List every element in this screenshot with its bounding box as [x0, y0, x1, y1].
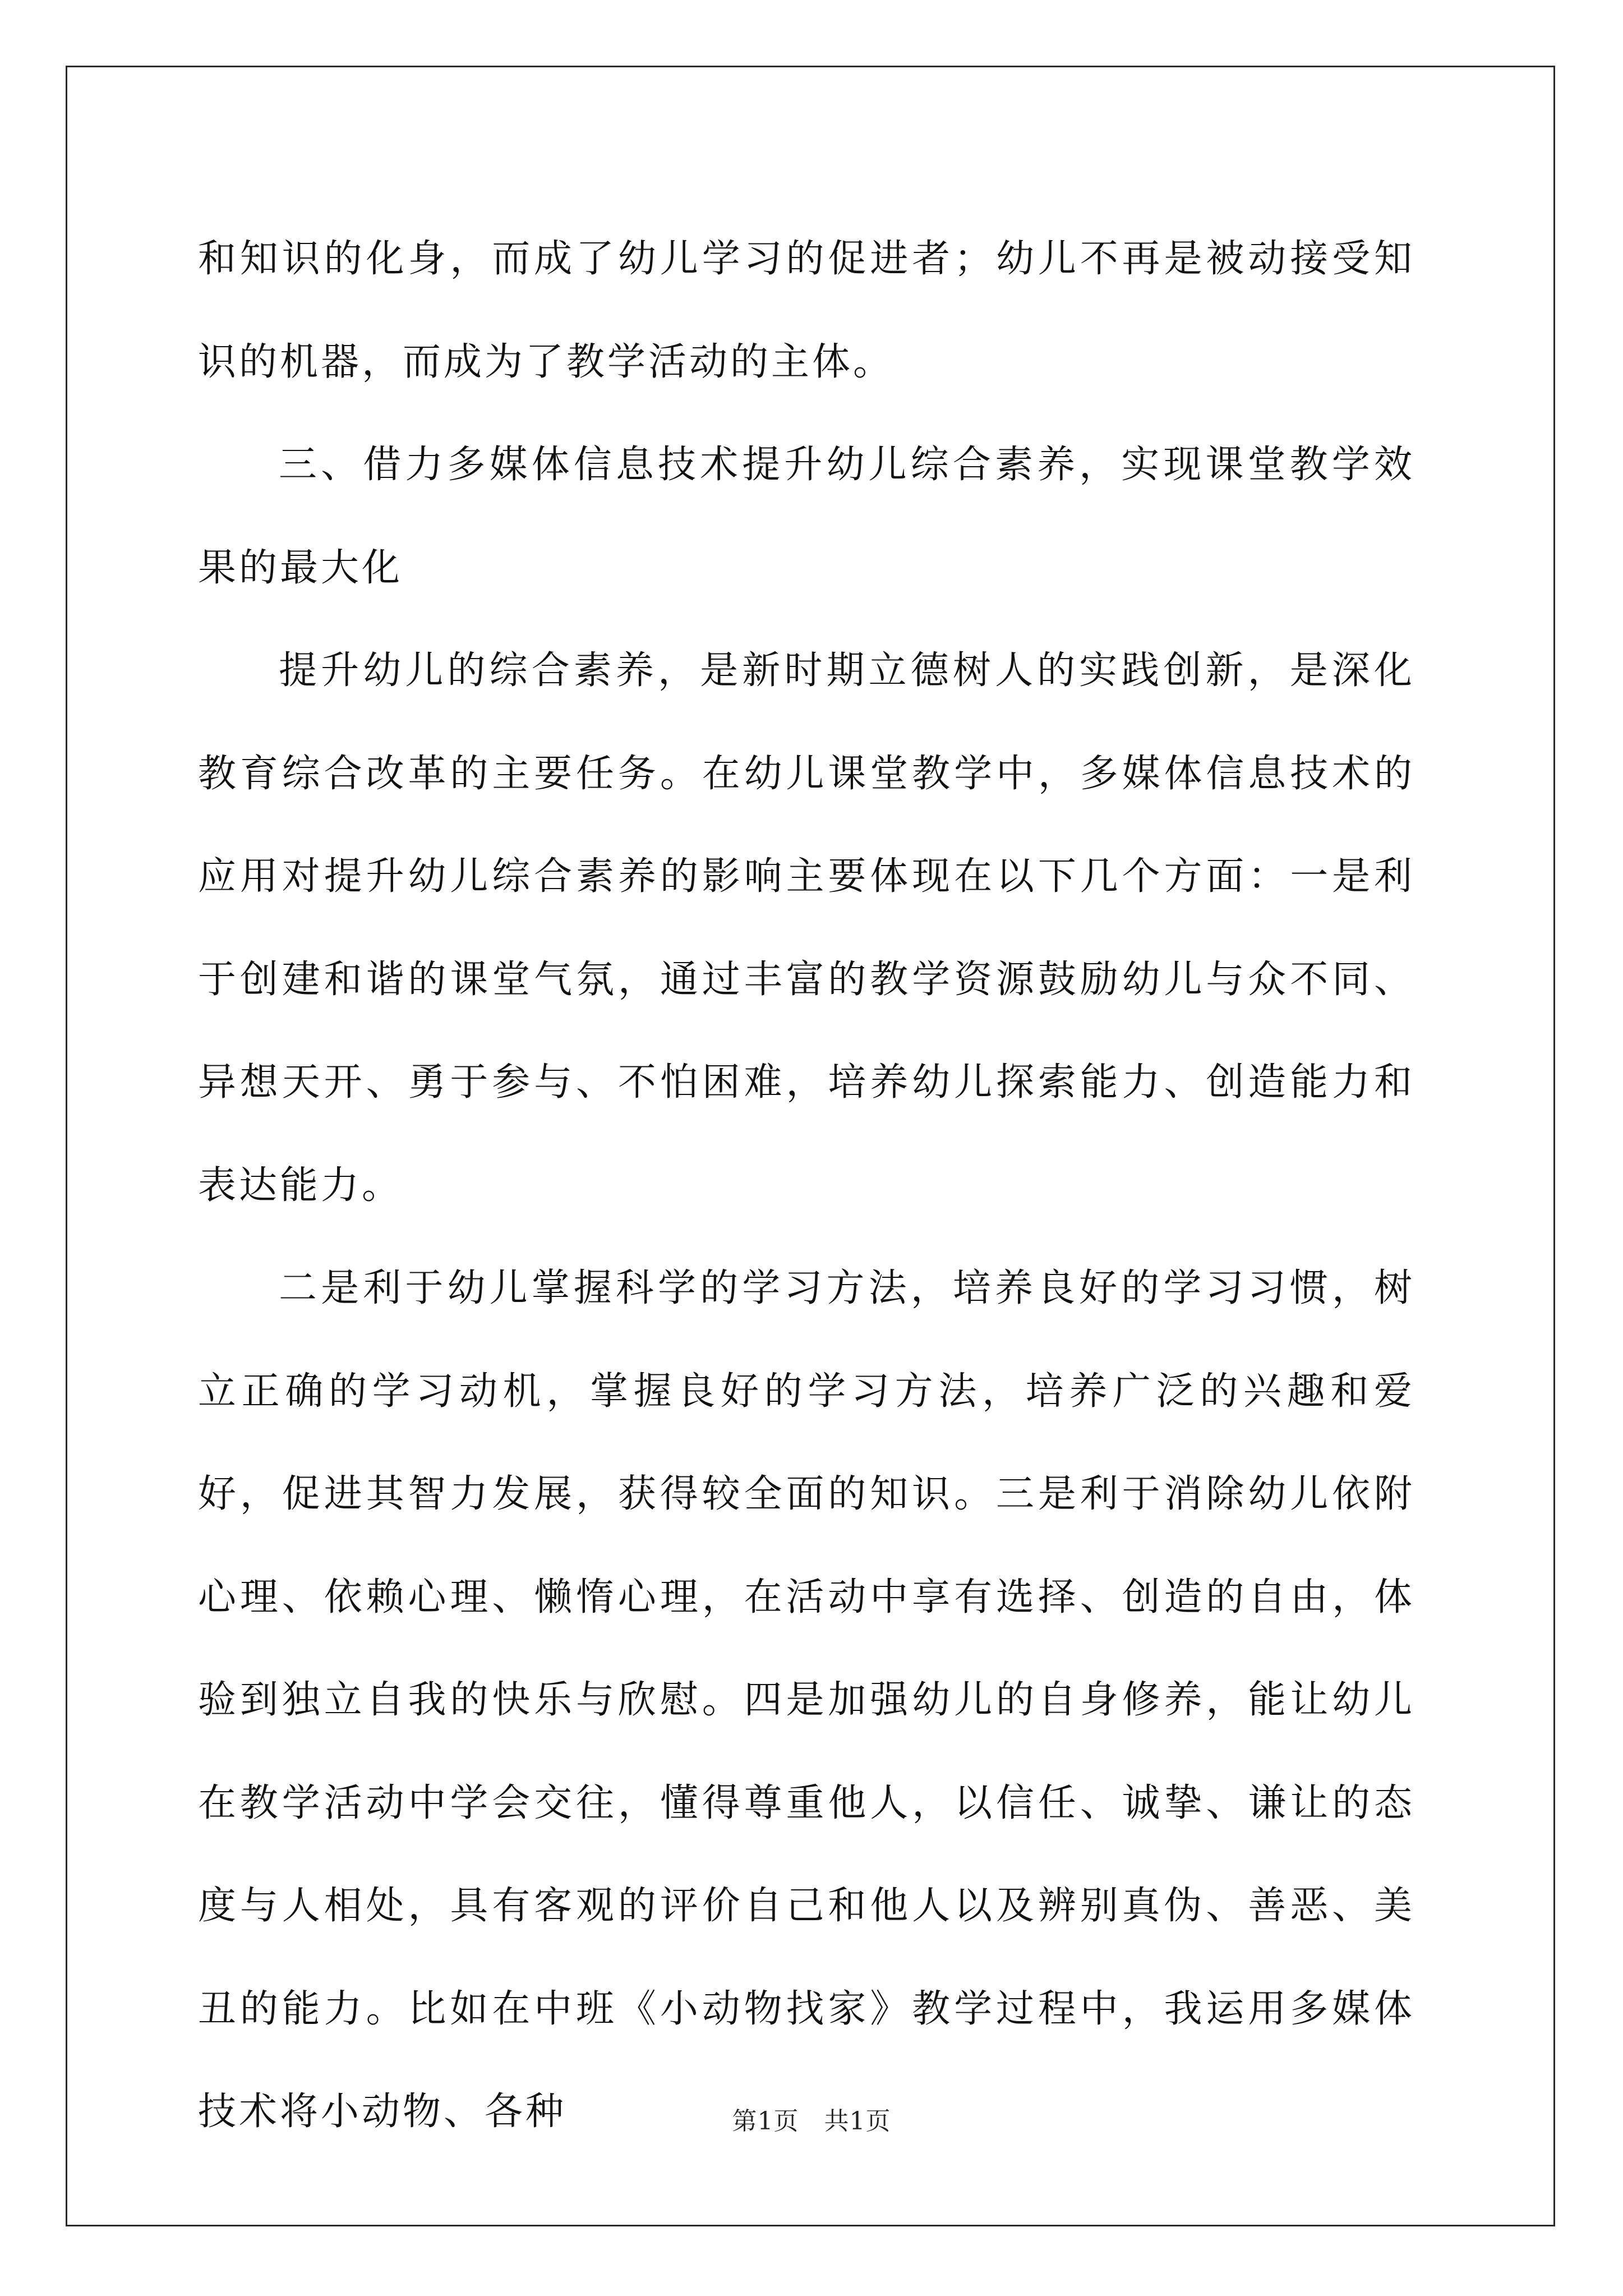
paragraph-3: 提升幼儿的综合素养，是新时期立德树人的实践创新，是深化教育综合改革的主要任务。在幼儿课堂教学中，多媒体信息技术的应用对提升幼儿综合素养的影响主要体现在以下几个方面：一是利于创建和谐的课堂气氛，通过丰富的教学资源鼓励幼儿与众不同、异想天开、勇于参与、不怕困难，培养幼儿探索能力、创造能力和表达能力。 — [198, 648, 1415, 1208]
paragraph-4: 二是利于幼儿掌握科学的学习方法，培养良好的学习习惯，树立正确的学习动机，掌握良好的学习方法，培养广泛的兴趣和爱好，促进其智力发展，获得较全面的知识。三是利于消除幼儿依附心理、依赖心理、懒惰心理，在活动中享有选择、创造的自由，体验到独立自我的快乐与欣慰。四是加强幼儿的自身修养，能让幼儿在教学活动中学会交往，懂得尊重他人，以信任、诚挚、谦让的态度与人相处，具有客观的评价自己和他人以及辨别真伪、善恶、美丑的能力。比如在中班《小动物找家》教学过程中，我运用多媒体技术将小动物、各种 — [198, 1266, 1415, 2134]
page-footer: 第1页 共1页 — [732, 2107, 891, 2136]
paragraph-2-heading: 三、借力多媒体信息技术提升幼儿综合素养，实现课堂教学效果的最大化 — [198, 443, 1415, 590]
paragraph-1: 和知识的化身，而成了幼儿学习的促进者；幼儿不再是被动接受知识的机器，而成为了教学活动的主体。 — [198, 237, 1415, 384]
document-body — [198, 208, 1415, 2164]
